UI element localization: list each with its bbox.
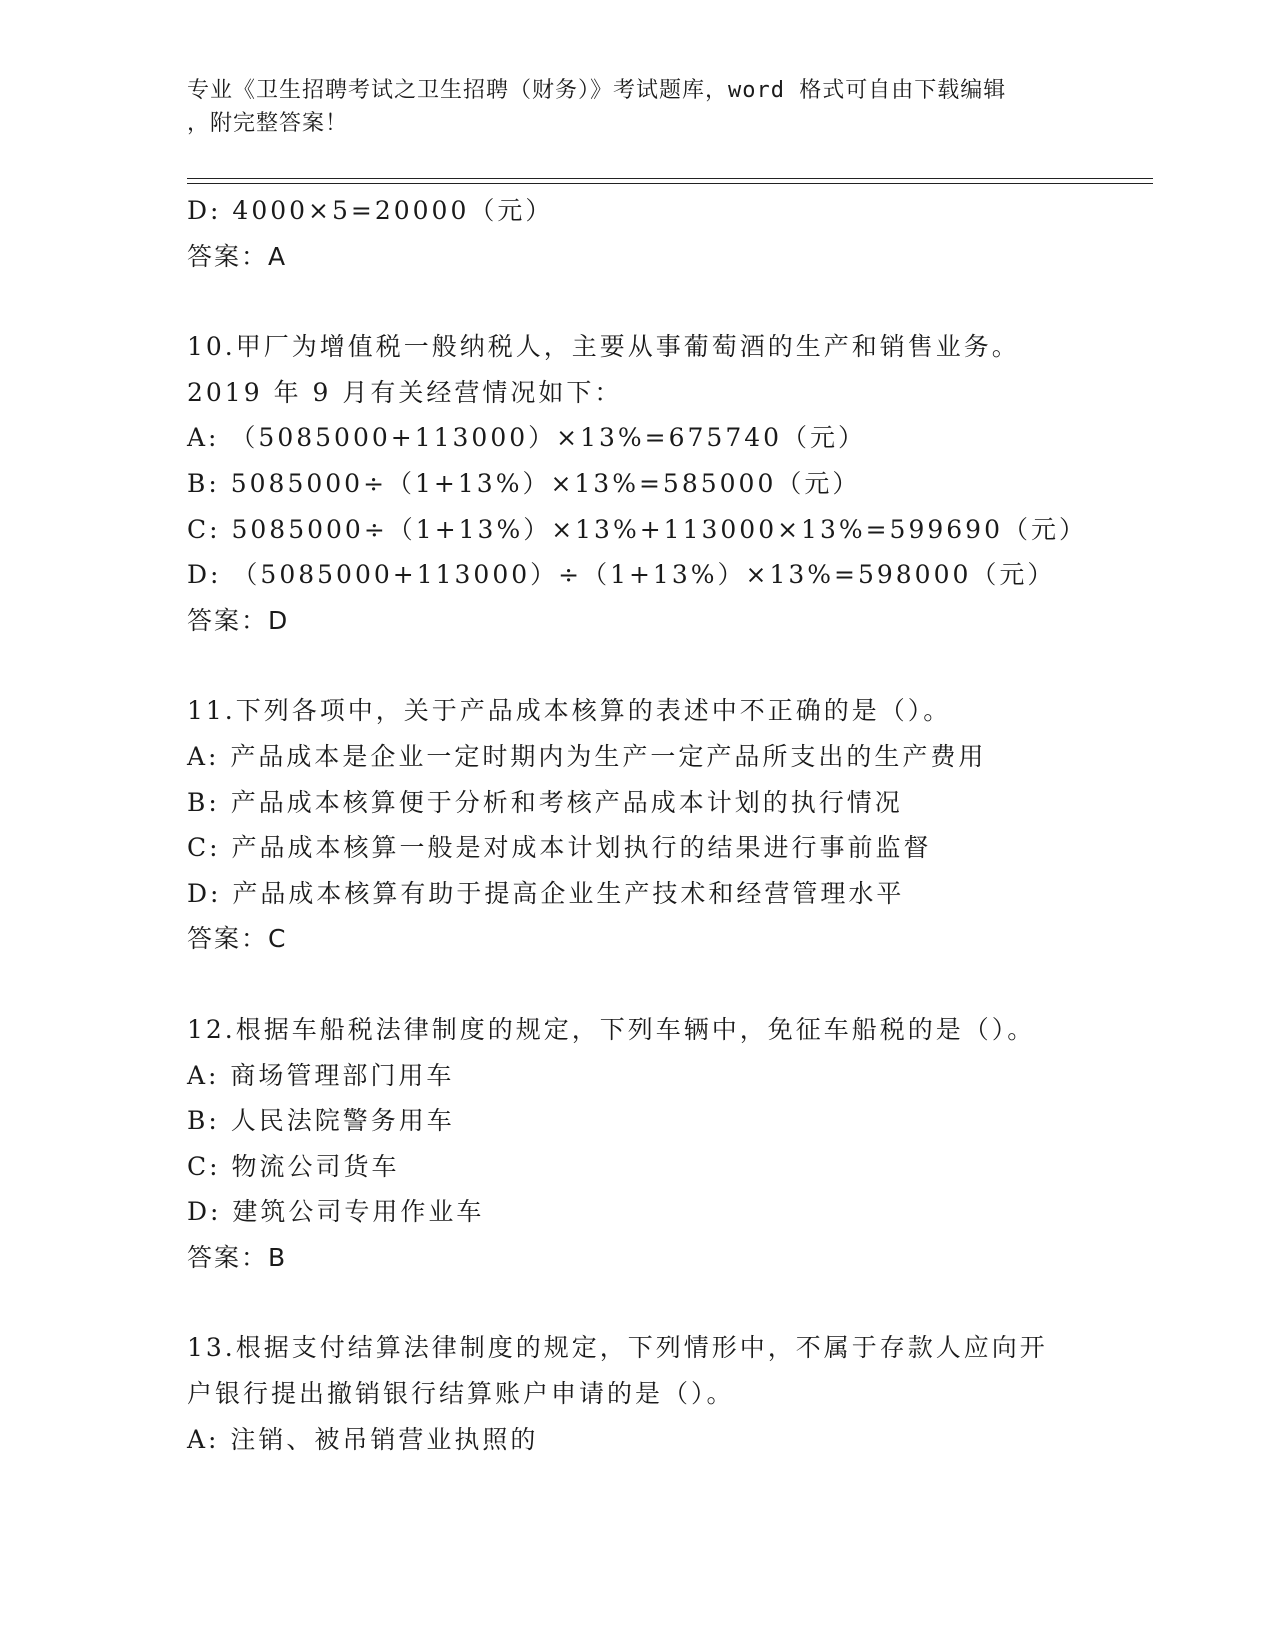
option-a: A: （5085000+113000）×13%=675740（元） bbox=[187, 423, 867, 453]
spacer bbox=[187, 279, 1087, 324]
option-a: A: 产品成本是企业一定时期内为生产一定产品所支出的生产费用 bbox=[187, 741, 987, 771]
question-stem: 13.根据支付结算法律制度的规定，下列情形中，不属于存款人应向开 bbox=[187, 1333, 1048, 1363]
question-10 bbox=[187, 324, 1087, 643]
option-d: D: 建筑公司专用作业车 bbox=[187, 1197, 485, 1227]
page-header bbox=[187, 74, 1067, 140]
question-12 bbox=[187, 1007, 1087, 1281]
spacer bbox=[187, 962, 1087, 1007]
option-a: A: 注销、被吊销营业执照的 bbox=[187, 1424, 539, 1454]
answer: 答案：B bbox=[187, 1242, 288, 1272]
option-b: B: 人民法院警务用车 bbox=[187, 1106, 455, 1136]
question-stem: 10.甲厂为增值税一般纳税人，主要从事葡萄酒的生产和销售业务。 bbox=[187, 332, 1020, 362]
prev-answer: 答案：A bbox=[187, 241, 288, 271]
question-13 bbox=[187, 1325, 1087, 1462]
question-stem: 11.下列各项中，关于产品成本核算的表述中不正确的是（）。 bbox=[187, 696, 952, 726]
answer: 答案：C bbox=[187, 924, 288, 954]
spacer bbox=[187, 1280, 1087, 1325]
header-divider-top bbox=[187, 178, 1153, 179]
answer: 答案：D bbox=[187, 605, 290, 635]
question-content bbox=[187, 188, 1087, 1462]
option-b: B: 5085000÷（1+13%）×13%=585000（元） bbox=[187, 468, 861, 498]
question-stem: 2019 年 9 月有关经营情况如下： bbox=[187, 377, 623, 407]
option-b: B: 产品成本核算便于分析和考核产品成本计划的执行情况 bbox=[187, 787, 903, 817]
prev-option-d: D: 4000×5=20000（元） bbox=[187, 196, 554, 225]
option-d: D: 产品成本核算有助于提高企业生产技术和经营管理水平 bbox=[187, 878, 905, 908]
option-c: C: 物流公司货车 bbox=[187, 1151, 400, 1181]
header-divider-bottom bbox=[187, 183, 1153, 184]
option-c: C: 产品成本核算一般是对成本计划执行的结果进行事前监督 bbox=[187, 833, 932, 863]
question-stem: 户银行提出撤销银行结算账户申请的是（）。 bbox=[187, 1379, 735, 1409]
header-line-2: ，附完整答案！ bbox=[187, 111, 349, 136]
option-d: D: （5085000+113000）÷（1+13%）×13%=598000（元） bbox=[187, 560, 1056, 590]
option-c: C: 5085000÷（1+13%）×13%+113000×13%=599690（元） bbox=[187, 514, 1087, 544]
spacer bbox=[187, 643, 1087, 688]
option-a: A: 商场管理部门用车 bbox=[187, 1060, 455, 1090]
question-11 bbox=[187, 688, 1087, 962]
question-stem: 12.根据车船税法律制度的规定，下列车辆中，免征车船税的是（）。 bbox=[187, 1014, 1036, 1044]
header-line-1: 专业《卫生招聘考试之卫生招聘（财务）》考试题库，word 格式可自由下载编辑 bbox=[187, 78, 1007, 103]
